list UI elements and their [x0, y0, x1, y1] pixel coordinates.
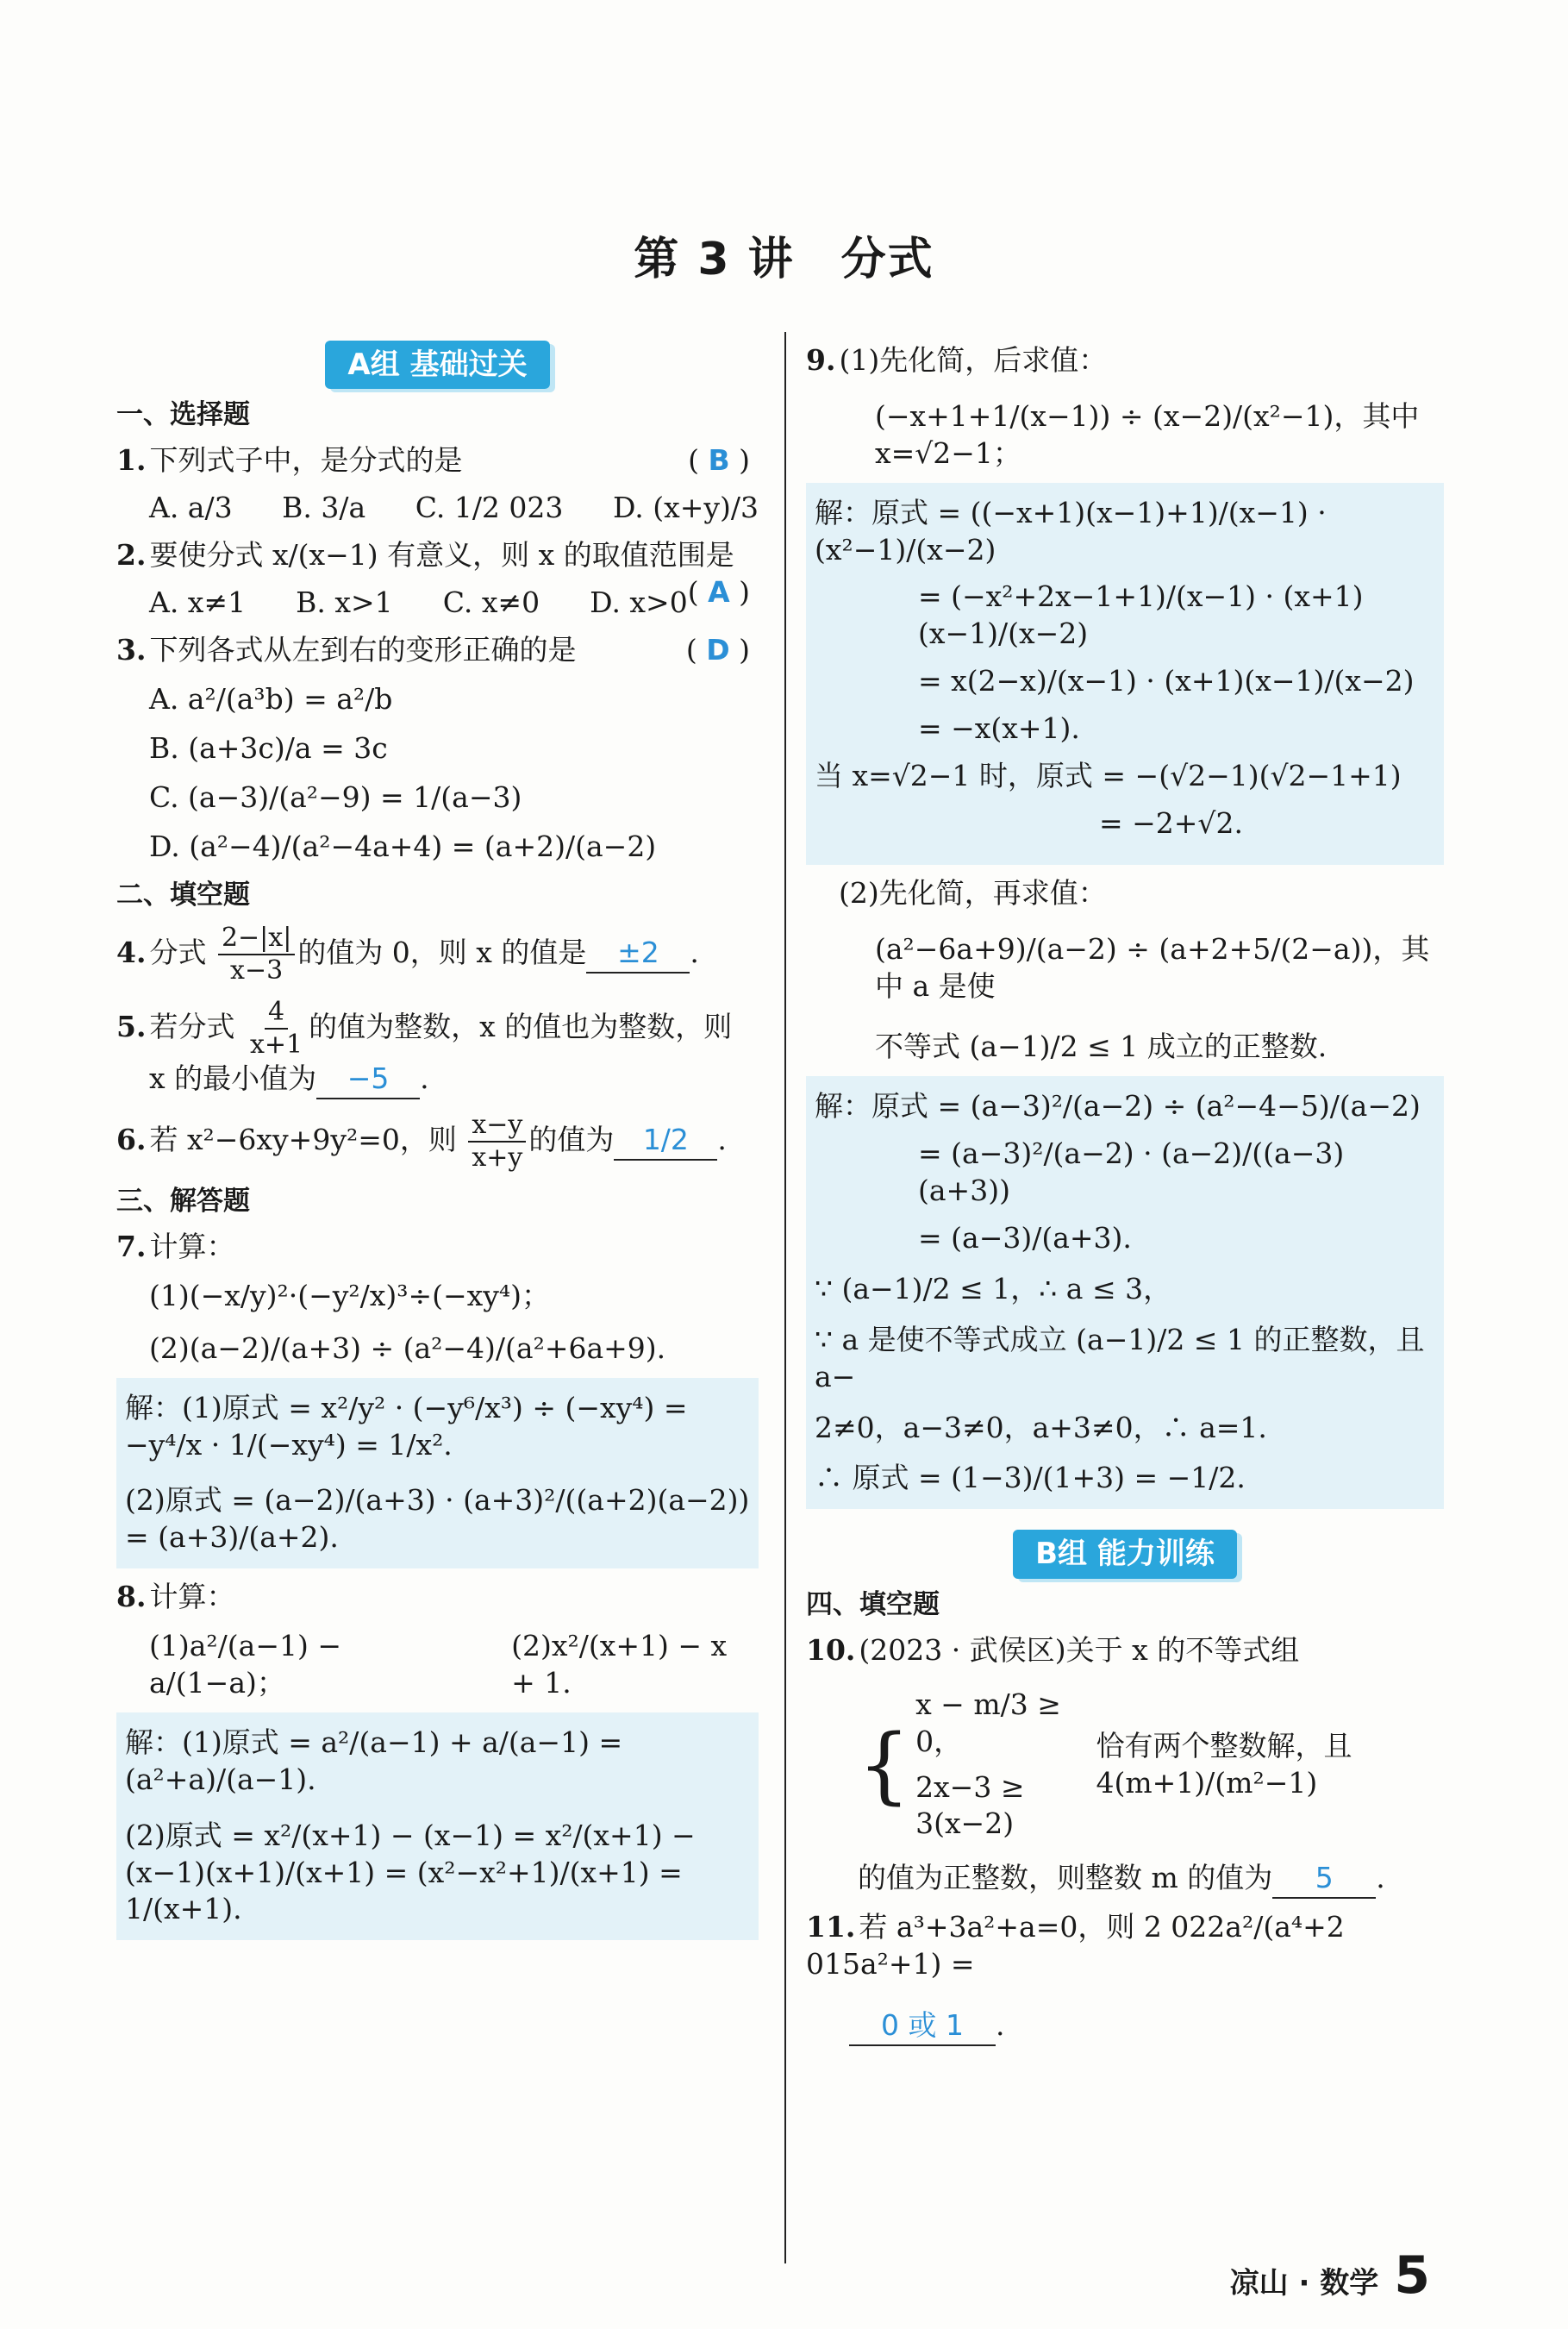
solution-8: 解：(1)原式 = a²/(a−1) + a/(a−1) = (a²+a)/(a−1). (2)原式 = x²/(x+1) − (x−1) = x²/(x+1) − (x−1)(x+1)/(x+1) = (x²−x²+1)/(x+1) = 1/(x+1). — [116, 1712, 759, 1940]
answer-blank: ±2 — [586, 935, 690, 974]
solution-9-2: 解：原式 = (a−3)²/(a−2) ÷ (a²−4−5)/(a−2) = (a−3)²/(a−2) · (a−2)/((a−3)(a+3)) = (a−3)/(a+3). ∵ (a−1)/2 ≤ 1，∴ a ≤ 3， ∵ a 是使不等式成立 (a−1)/2 ≤ 1 的正整数，且 a− 2≠0，a−3≠0，a+3≠0，∴ a=1. ∴ 原式 = (1−3)/(1+3) = −1/2. — [806, 1076, 1444, 1509]
question-5: 5. 若分式 $\frac{4}{x+1}$ 的值为整数，x 的值也为整数，则 x 的最小值为 −5 . — [116, 997, 759, 1099]
answer-blank: 5 — [1272, 1860, 1376, 1899]
left-column — [116, 332, 759, 1949]
solution-9-1: 解：原式 = ((−x+1)(x−1)+1)/(x−1) · (x²−1)/(x−2) = (−x²+2x−1+1)/(x−1) · (x+1)(x−1)/(x−2) = x(2−x)/(x−1) · (x+1)(x−1)/(x−2) = −x(x+1). 当 x=√2−1 时，原式 = −(√2−1)(√2−1+1) = −2+√2. — [806, 483, 1444, 865]
options: A. a/3 B. 3/a C. 1/2 023 D. (x+y)/3 — [149, 491, 759, 525]
option-c: C. (a−3)/(a²−9) = 1/(a−3) — [149, 779, 522, 814]
solution-7: 解：(1)原式 = x²/y² · (−y⁶/x³) ÷ (−xy⁴) = −y⁴/x · 1/(−xy⁴) = 1/x². (2)原式 = (a−2)/(a+3) · (a+3)²/((a+2)(a−2)) = (a+3)/(a+2). — [116, 1378, 759, 1569]
answer: D — [706, 633, 730, 667]
question-8: 8. 计算： (1)a²/(a−1) − a/(1−a)； (2)x²/(x+1) − x + 1. — [116, 1580, 728, 1700]
options: A. x≠1 B. x>1 C. x≠0 D. x>0 — [149, 585, 688, 620]
group-a-badge: A组 基础过关 — [325, 341, 549, 389]
section-heading: 一、选择题 — [116, 399, 250, 431]
question-6: 6. 若 x²−6xy+9y²=0，则 $\frac{x-y}{x+y}$ 的值为 1/2 . — [116, 1109, 727, 1173]
question-4: 4. 分式 $\frac{2-|x|}{x-3}$ 的值为 0，则 x 的值是 ±2 . — [116, 922, 699, 986]
answer: A — [708, 575, 730, 610]
question-11: 11. 若 a³+3a²+a=0，则 2 022a²/(a⁴+2 015a²+1) = 0 或 1 . — [806, 1909, 1444, 2046]
footer-label: 凉山 · 数学 — [1229, 2266, 1379, 2301]
option-a: A. a²/(a³b) = a²/b — [149, 681, 393, 716]
question-2: 2. 要使分式 x/(x−1) 有意义，则 x 的取值范围是 ( A ) — [116, 538, 750, 610]
question-9-2: (2)先化简，再求值： (a²−6a+9)/(a−2) ÷ (a+2+5/(2−a))，其中 a 是使 不等式 (a−1)/2 ≤ 1 成立的正整数. — [839, 875, 1430, 1064]
section-heading: 四、填空题 — [806, 1588, 940, 1620]
section-heading: 三、解答题 — [116, 1185, 250, 1217]
question-7: 7. 计算： (1)(−x/y)²·(−y²/x)³÷(−xy⁴)； (2)(a−2)/(a+3) ÷ (a²−4)/(a²+6a+9). — [116, 1229, 666, 1365]
answer-blank: 1/2 — [614, 1122, 717, 1161]
answer-blank: −5 — [316, 1061, 420, 1099]
answer-blank: 0 或 1 — [849, 2007, 996, 2046]
question-10: 10. (2023 · 武侯区)关于 x 的不等式组 { x − m/3 ≥ 0， 2x−3 ≥ 3(x−2) 恰有两个整数解，且 4(m+1)/(m²−1) 的值为正整数，则整数 m 的值为 5 . — [806, 1632, 1444, 1899]
section-heading: 二、填空题 — [116, 879, 250, 911]
page-footer — [1230, 2245, 1430, 2306]
question-3: 3. 下列各式从左到右的变形正确的是 ( D ) — [116, 633, 750, 667]
page-title: 第 3 讲 分式 — [634, 234, 934, 285]
question-9: 9. (1)先化简，后求值： (−x+1+1/(x−1)) ÷ (x−2)/(x²−1)，其中 x=√2−1； — [806, 343, 1420, 470]
answer: B — [708, 443, 730, 478]
option-d: D. (a²−4)/(a²−4a+4) = (a+2)/(a−2) — [149, 829, 657, 863]
group-b-badge: B组 能力训练 — [1013, 1530, 1237, 1578]
question-1: 1. 下列式子中，是分式的是 ( B ) — [116, 443, 750, 478]
page-number: 5 — [1394, 2245, 1430, 2306]
column-divider — [784, 332, 786, 2263]
option-b: B. (a+3c)/a = 3c — [149, 730, 388, 765]
right-column — [806, 332, 1444, 2057]
